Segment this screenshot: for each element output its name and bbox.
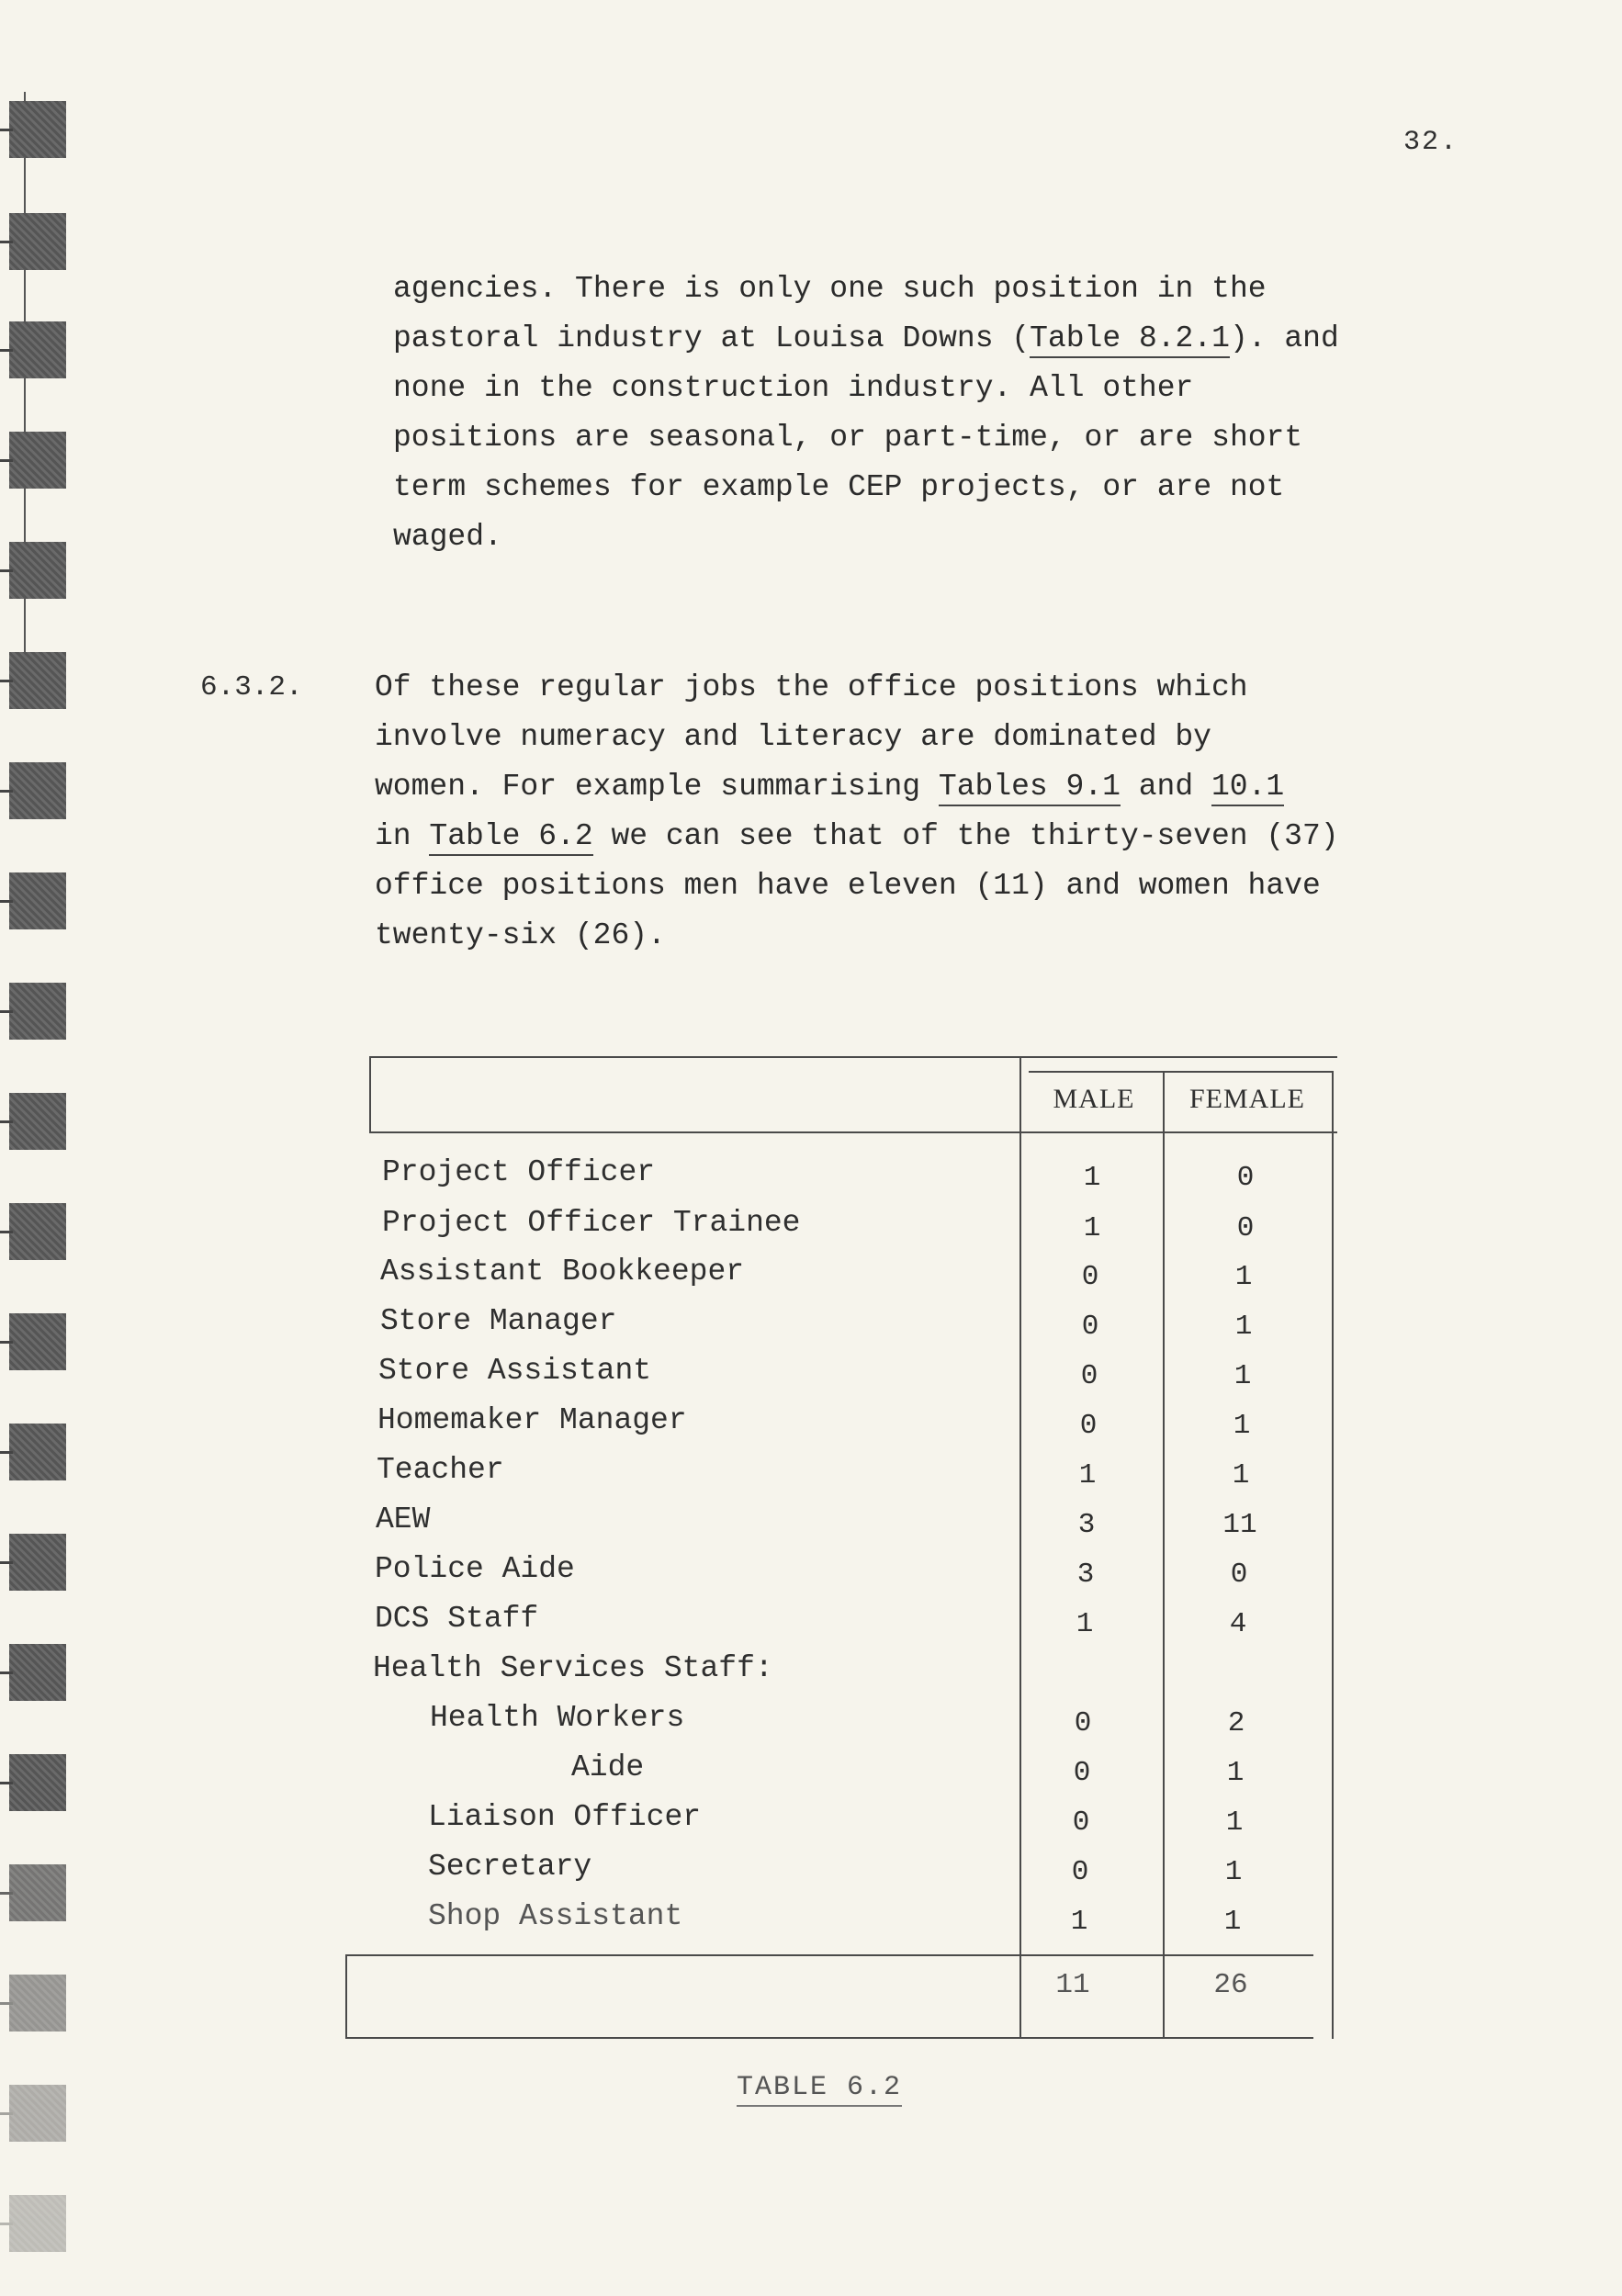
table-row (345, 1743, 1337, 1793)
binding-tab (9, 1644, 66, 1701)
table-row (345, 1495, 1337, 1545)
table-row-subheading (345, 1644, 1337, 1694)
header-top-border (1029, 1071, 1332, 1073)
table-top-border (369, 1056, 1337, 1058)
section-number: 6.3.2. (200, 671, 303, 703)
page-number: 32. (1403, 127, 1459, 158)
text-line: in Table 6.2 we can see that of the thirty-seven (37) (375, 812, 1477, 861)
binding-tab (9, 983, 66, 1040)
male-value: 0 (1081, 1261, 1099, 1293)
binding-tab (9, 213, 66, 270)
row-label: Project Officer Trainee (382, 1206, 801, 1240)
table-reference: 10.1 (1211, 770, 1284, 806)
male-value: 1 (1076, 1608, 1094, 1640)
text-line: agencies. There is only one such position in the (393, 272, 1267, 306)
table-row (345, 1396, 1337, 1446)
binding-tab (9, 2195, 66, 2252)
female-value: 4 (1229, 1608, 1247, 1640)
binding-tab (9, 2085, 66, 2142)
row-label: Store Assistant (378, 1354, 652, 1388)
female-value: 1 (1226, 1757, 1245, 1789)
female-column-header: FEMALE (1189, 1084, 1305, 1114)
table-caption: TABLE 6.2 (737, 2072, 902, 2107)
male-value: 0 (1080, 1360, 1098, 1392)
row-label: Police Aide (375, 1552, 575, 1586)
table-row (345, 1545, 1337, 1594)
binding-tab (9, 652, 66, 709)
row-label: Teacher (377, 1453, 504, 1487)
female-value: 1 (1223, 1906, 1242, 1938)
male-column-header: MALE (1053, 1084, 1135, 1114)
row-label: Health Services Staff: (373, 1651, 773, 1685)
binding-tab (9, 1313, 66, 1370)
text-line: women. For example summarising Tables 9.1 and 10.1 (375, 762, 1477, 812)
header-bottom-border (369, 1131, 1337, 1133)
row-label: DCS Staff (375, 1602, 539, 1636)
female-value: 1 (1224, 1856, 1243, 1888)
row-label: Aide (571, 1750, 645, 1784)
row-label: Secretary (428, 1850, 592, 1884)
binding-tab (9, 1203, 66, 1260)
female-value: 0 (1236, 1162, 1255, 1194)
row-label: Homemaker Manager (377, 1403, 687, 1437)
female-value: 1 (1233, 1360, 1252, 1392)
table-row (345, 1297, 1337, 1346)
female-value: 1 (1234, 1261, 1253, 1293)
left-border-top (369, 1056, 371, 1131)
male-value: 0 (1073, 1757, 1091, 1789)
binding-tab (9, 1534, 66, 1591)
spiral-binding (0, 0, 83, 2296)
binding-tab (9, 762, 66, 819)
row-label: Health Workers (430, 1701, 685, 1735)
text-line: pastoral industry at Louisa Downs (Table 8.2.1). and (393, 314, 1477, 364)
female-value: 0 (1230, 1559, 1248, 1591)
binding-tab (9, 872, 66, 929)
female-value: 11 (1222, 1509, 1257, 1541)
male-value: 0 (1081, 1311, 1099, 1343)
table-row (345, 1892, 1337, 1941)
text-line: waged. (393, 520, 502, 554)
row-label: Store Manager (380, 1304, 617, 1338)
row-label: Project Officer (382, 1155, 656, 1189)
table-row (345, 1694, 1337, 1743)
row-label: Shop Assistant (428, 1899, 683, 1933)
text-line: twenty-six (26). (375, 918, 666, 952)
binding-tab (9, 1975, 66, 2032)
male-value: 0 (1074, 1707, 1092, 1739)
binding-tab (9, 1424, 66, 1480)
table-row (345, 1247, 1337, 1297)
left-border-bottom (345, 1954, 347, 2039)
table-bottom-border (345, 2037, 1313, 2039)
male-value: 3 (1077, 1509, 1096, 1541)
male-value: 1 (1070, 1906, 1088, 1938)
row-label: Assistant Bookkeeper (380, 1255, 745, 1289)
female-value: 1 (1234, 1311, 1253, 1343)
row-label: Liaison Officer (428, 1800, 702, 1834)
female-value: 2 (1227, 1707, 1245, 1739)
table-row (345, 1346, 1337, 1396)
table-reference: Table 6.2 (429, 819, 592, 856)
female-value: 1 (1232, 1459, 1250, 1491)
female-value: 1 (1225, 1806, 1244, 1839)
male-value: 1 (1083, 1212, 1101, 1244)
female-value: 1 (1233, 1410, 1251, 1442)
row-label: AEW (376, 1503, 431, 1536)
text-line: Of these regular jobs the office positions which (375, 670, 1248, 704)
table-row (345, 1594, 1337, 1644)
text-line: positions are seasonal, or part-time, or are short (393, 421, 1303, 455)
binding-tab (9, 1864, 66, 1921)
table-row (345, 1842, 1337, 1892)
text-line: none in the construction industry. All other (393, 371, 1194, 405)
male-value: 0 (1079, 1410, 1098, 1442)
male-value: 1 (1083, 1162, 1101, 1194)
male-value: 1 (1078, 1459, 1097, 1491)
totals-top-border (345, 1954, 1313, 1956)
male-value: 0 (1072, 1806, 1090, 1839)
table-row (345, 1199, 1337, 1248)
table-row (345, 1148, 1337, 1198)
male-value: 0 (1071, 1856, 1089, 1888)
binding-tab (9, 321, 66, 378)
male-value: 3 (1076, 1559, 1095, 1591)
table-row (345, 1446, 1337, 1495)
table-reference: Tables 9.1 (939, 770, 1121, 806)
binding-tab (9, 542, 66, 599)
binding-tab (9, 101, 66, 158)
male-total: 11 (1055, 1969, 1090, 2001)
text-line: term schemes for example CEP projects, or are not (393, 470, 1285, 504)
table-row (345, 1793, 1337, 1842)
text-line: office positions men have eleven (11) and women have (375, 869, 1321, 903)
binding-tab (9, 1754, 66, 1811)
paragraph-6-3-2 (375, 663, 1477, 961)
female-total: 26 (1213, 1969, 1248, 2001)
paragraph-continuation (393, 264, 1477, 562)
female-value: 0 (1236, 1212, 1255, 1244)
binding-tab (9, 1093, 66, 1150)
table-reference: Table 8.2.1 (1030, 321, 1230, 358)
positions-table (345, 1056, 1337, 2039)
text-line: involve numeracy and literacy are dominated by (375, 720, 1211, 754)
binding-tab (9, 432, 66, 489)
